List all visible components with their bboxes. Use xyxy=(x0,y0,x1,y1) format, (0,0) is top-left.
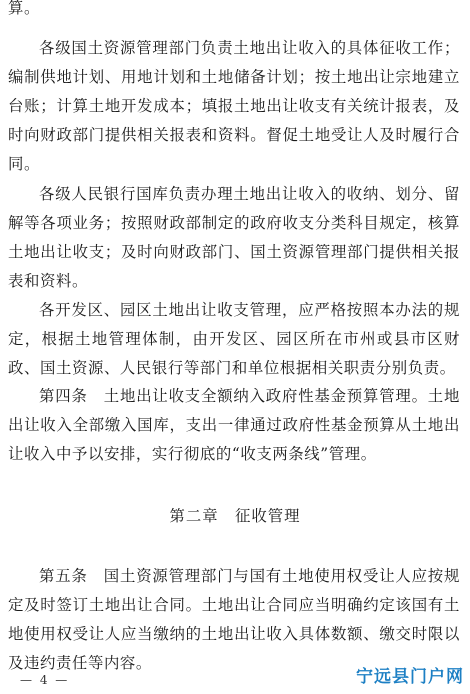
site-watermark: 宁远县门户网 xyxy=(356,667,464,687)
paragraph-continuation: 算。 xyxy=(8,0,40,17)
paragraph-development-zones: 各开发区、园区土地出让收支管理，应严格按照本办法的规定，根据土地管理体制，由开发区、园区所在市州或县市区财政、国土资源、人民银行等部门和单位根据相关职责分别负责。 xyxy=(8,301,460,377)
paragraph-article-4: 第四条 土地出让收支全额纳入政府性基金预算管理。土地出让收入全部缴入国库，支出一律通过政府性基金预算从土地出让收入中予以安排，实行彻底的“收支两条线”管理。 xyxy=(8,387,460,463)
chapter-heading: 第二章 征收管理 xyxy=(169,507,301,525)
paragraph-article-5: 第五条 国土资源管理部门与国有土地使用权受让人应按规定及时签订土地出让合同。土地出让合同应当明确约定该国有土地使用权受让人应当缴纳的土地出让收入具体数额、缴交时限以及违约责任等内容。 xyxy=(8,567,460,672)
paragraph-treasury-duties: 各级人民银行国库负责办理土地出让收入的收纳、划分、留解等各项业务；按照财政部制定的政府收支分类科目规定，核算土地出让收支；及时向财政部门、国土资源管理部门提供相关报表和资料。 xyxy=(8,185,460,290)
page-number: — 4 — xyxy=(20,673,70,687)
paragraph-land-resources-duties: 各级国土资源管理部门负责土地出让收入的具体征收工作；编制供地计划、用地计划和土地储备计划；按土地出让宗地建立台账；计算土地开发成本；填报土地出让收支有关统计报表，及时向财政部门提供相关报表和资料。督促土地受让人及时履行合同。 xyxy=(8,39,460,173)
